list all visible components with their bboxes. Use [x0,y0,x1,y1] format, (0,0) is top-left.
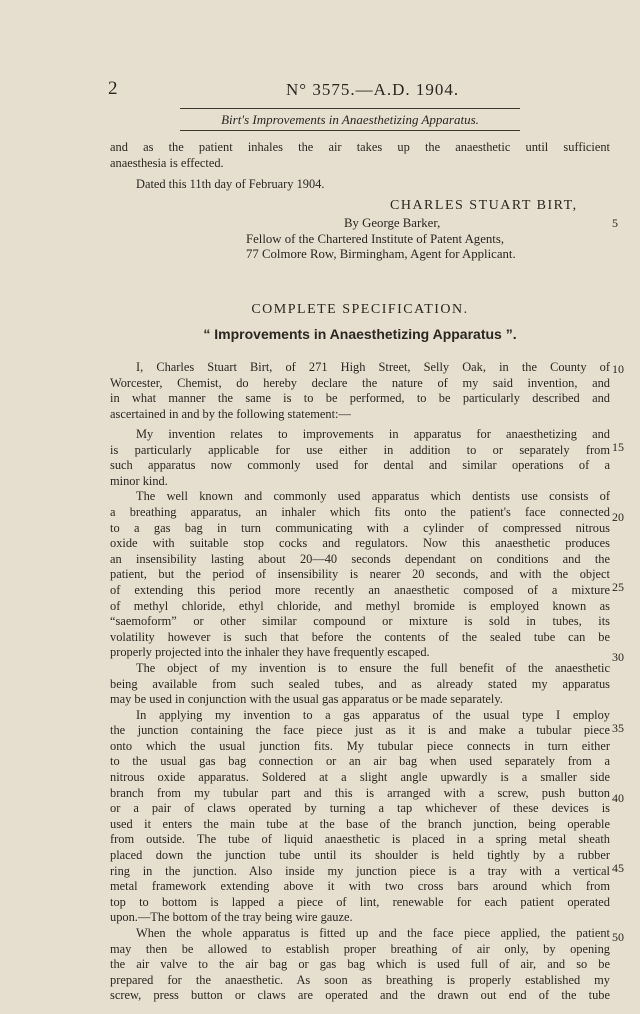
text-line: nitrous oxide apparatus. Soldered at a slight angle upwardly is a smaller side [110,770,610,785]
text-line: to a gas bag in turn communicating with a cylinder of compressed nitrous [110,520,610,535]
agent-line: Fellow of the Chartered Institute of Patent Agents, [246,231,505,246]
text-line: of methyl chloride, ethyl chloride, and methyl bromide is employed known as [110,598,610,613]
text-line: such apparatus now commonly used for dental and similar operations of a [110,458,610,473]
text-line: metal framework extending above it with two cross bars around which from [110,879,610,894]
text-line: properly projected into the inhaler they have frequently escaped. [110,645,430,660]
text-line: ring in the junction. Also inside my junction piece is a tray with a vertical [110,863,610,878]
text-line: an insensibility lasting about 20—40 seconds dependant on conditions and the [110,551,610,566]
text-line: prepared for the anaesthetic. As soon as breathing is properly established my [110,972,610,987]
text-line: onto which the usual junction fits. My tubular piece connects in turn either [110,738,610,753]
text-line: in what manner the same is to be performed, to be particularly described and [110,391,610,406]
intro-paragraph [110,360,610,422]
text-line: patient, but the period of insensibility is nearer 20 seconds, and with the object [110,567,610,582]
text-line: the junction containing the face piece just as it is and make a tubular piece [110,723,610,738]
text-line: I, Charles Stuart Birt, of 271 High Street, Selly Oak, in the County of [136,360,610,374]
agent-block [110,216,610,263]
text-line: upon.—The bottom of the tray being wire gauze. [110,910,353,925]
text-line: The well known and commonly used apparatus which dentists use consists of [136,489,610,504]
running-title: Birt's Improvements in Anaesthetizing Apparatus. [221,112,479,127]
section-heading: COMPLETE SPECIFICATION. [251,302,469,317]
signature-name: CHARLES STUART BIRT, [390,198,578,213]
margin-line-number: 5 [612,216,618,230]
text-line: the air valve to the air bag or gas bag which is used full of air, and so be [110,957,610,972]
header-rule-bottom [180,130,520,131]
text-line: used it enters the main tube at the base of the branch junction, being operable [110,816,610,831]
agent-line: By George Barker, [344,216,441,230]
text-line: Worcester, Chemist, do hereby declare the nature of my said invention, and [110,375,610,390]
text-line: In applying my invention to a gas apparatus of the usual type I employ [136,707,610,722]
text-line: and as the patient inhales the air takes up the anaesthetic until sufficient [110,140,610,154]
page-number: 2 [108,78,118,99]
text-line: The object of my invention is to ensure the full benefit of the anaesthetic [136,660,610,675]
margin-line-number: 35 [612,721,624,735]
text-line: When the whole apparatus is fitted up and the face piece applied, the patient [136,926,610,940]
text-line: or a pair of claws operated by turning a tap whichever of these devices is [110,801,610,816]
text-line: is particularly applicable for use either in addition to or separately from [110,442,610,457]
text-line: top to bottom is lapped a piece of lint, renewable for each patient operated [110,894,610,909]
text-line: minor kind. [110,473,168,488]
provisional-end [110,140,610,193]
invention-title: “ Improvements in Anaesthetizing Apparatus ”. [203,326,517,342]
text-line: “saemoform” or other similar compound or mixture is sold in tubes, its [110,614,610,629]
text-line: a breathing apparatus, an inhaler which fits onto the patient's face connected [110,504,610,519]
text-line: branch from my tubular part and this is arranged with a screw, push button [110,785,610,800]
text-line: from outside. The tube of liquid anaesthetic is placed in a spring metal sheath [110,832,610,847]
text-line: to the usual gas bag connection or an air bag when used separately from a [110,754,610,769]
margin-line-number: 45 [612,861,624,875]
header-rule-top [180,108,520,109]
text-line: may be used in conjunction with the usual gas apparatus or be made separately. [110,692,503,707]
margin-line-number: 25 [612,580,624,594]
text-line: volatility however is such that before the contents of the sealed tube can be [110,629,610,644]
margin-line-number: 40 [612,791,624,805]
agent-line: 77 Colmore Row, Birmingham, Agent for Applicant. [246,247,516,262]
text-line: being available from such sealed tubes, and as already stated my apparatus [110,676,610,691]
page-header [108,78,598,102]
margin-line-number: 50 [612,930,624,944]
body-text [110,427,610,1004]
text-line: ascertained in and by the following statement:— [110,406,351,421]
dated-line: Dated this 11th day of February 1904. [136,177,325,192]
margin-line-number: 30 [612,650,624,664]
text-line: placed down the junction tube until its shoulder is held tightly by a rubber [110,848,610,863]
text-line: of extending this period more recently an anaesthetic composed of a mixture [110,582,610,597]
text-line: may then be allowed to establish proper breathing of air only, by opening [110,941,610,956]
text-line: anaesthesia is effected. [110,155,224,170]
patent-number: N° 3575.—A.D. 1904. [286,80,460,99]
margin-line-number: 20 [612,510,624,524]
text-line: My invention relates to improvements in apparatus for anaesthetizing and [136,427,610,441]
margin-line-number: 15 [612,440,624,454]
margin-line-number: 10 [612,362,624,376]
text-line: screw, press button or claws are operated and the drawn out end of the tube [110,988,610,1003]
text-line: oxide with suitable stop cocks and regulators. Now this anaesthetic produces [110,536,610,551]
